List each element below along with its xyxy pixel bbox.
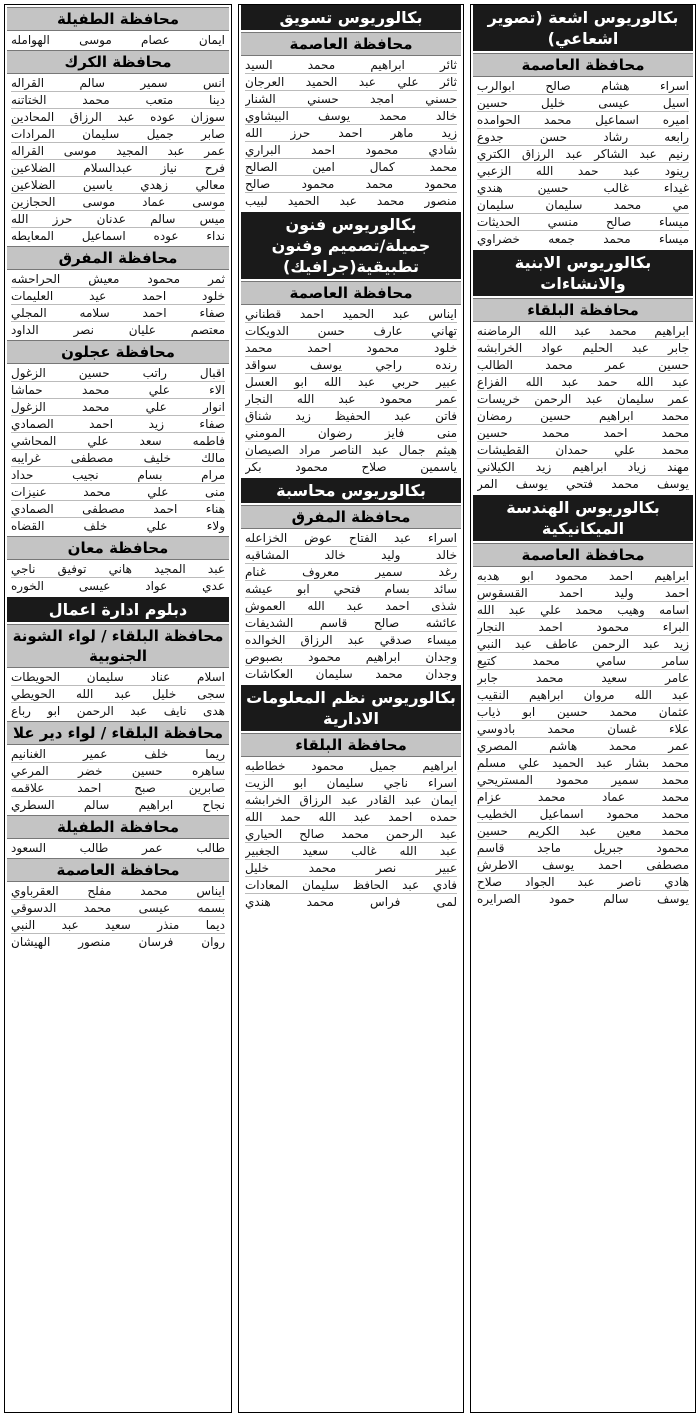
name-list <box>5 365 231 534</box>
section-mechanical <box>471 495 695 907</box>
name-item: حمده احمد عبد الله حمد الله <box>245 810 457 824</box>
section-marketing <box>239 5 463 209</box>
name-item: شذى احمد عبد الله العموش <box>245 599 457 613</box>
degree-title-line: دبلوم ادارة اعمال <box>48 600 188 619</box>
name-item: سامر سامي محمد كتيع <box>477 654 689 668</box>
name-item: شادي محمود احمد البراري <box>245 143 457 157</box>
governorate-header: محافظة البلقاء / لواء الشونة الجنوبية <box>7 624 229 668</box>
name-item: ميس سالم عدنان حرز الله <box>11 212 225 226</box>
name-item: فاطمه سعد علي المحاشي <box>11 434 225 448</box>
name-item: مي محمد سليمان سليمان <box>477 198 689 212</box>
name-item: محمد سمير محمود المستريحي <box>477 773 689 787</box>
degree-title-line: بكالوريوس الهندسة <box>506 498 660 517</box>
name-item: ديما منذر سعيد عبد النبي <box>11 918 225 932</box>
degree-title-line: بكالوريوس فنون <box>285 215 417 234</box>
governorate-header: محافظة البلقاء <box>473 298 693 322</box>
governorate-header: محافظة معان <box>7 536 229 560</box>
name-item: موسى عماد موسى الحجازين <box>11 195 225 209</box>
section-business-diploma <box>5 597 231 950</box>
name-item: عدي عواد عيسى الخوره <box>11 579 225 593</box>
group-list <box>239 32 463 209</box>
governorate-header: محافظة البلقاء <box>241 733 461 757</box>
name-item: مرام بسام نجيب حداد <box>11 468 225 482</box>
name-item: مهند زياد ابراهيم زيد الكيلاني <box>477 460 689 474</box>
name-list <box>5 32 231 48</box>
name-item: ابراهيم جميل محمود خطاطبه <box>245 759 457 773</box>
name-item: صابر جميل سليمان المرادات <box>11 127 225 141</box>
column-middle <box>238 4 464 1413</box>
name-item: اسراء عبد الفتاح عوض الخزاعله <box>245 531 457 545</box>
group-list <box>239 733 463 910</box>
name-list <box>5 669 231 719</box>
name-item: محمد بشار عبد الحميد علي مسلم <box>477 756 689 770</box>
name-list <box>5 561 231 594</box>
governorate-header: محافظة الطفيلة <box>7 7 229 31</box>
name-list <box>471 568 695 907</box>
name-item: عبير حربي عبد الله ابو العسل <box>245 375 457 389</box>
name-item: اميره اسماعيل محمد الحوامده <box>477 113 689 127</box>
name-item: رينود عبد حمد الله الزعبي <box>477 164 689 178</box>
group-list <box>5 7 231 594</box>
name-list <box>239 306 463 475</box>
governorate-header: محافظة العاصمة <box>473 543 693 567</box>
name-item: يوسف محمد فتحي يوسف المر <box>477 477 689 491</box>
degree-title <box>241 212 461 279</box>
name-item: معالي زهدي ياسين الضلاعين <box>11 178 225 192</box>
name-item: محمد علي حمدان القطيشات <box>477 443 689 457</box>
group-list <box>471 53 695 247</box>
name-item: فادي عبد الحافظ سليمان المعادات <box>245 878 457 892</box>
group-list <box>5 624 231 950</box>
name-item: اسراء ناجي سليمان ابو الزيت <box>245 776 457 790</box>
name-item: منى علي محمد عنيزات <box>11 485 225 499</box>
name-item: مالك خليف مصطفى غرايبه <box>11 451 225 465</box>
name-item: هيثم جمال عبد الناصر مراد الصيصان <box>245 443 457 457</box>
name-item: رغد سمير معروف غنام <box>245 565 457 579</box>
name-item: هدى نايف عبد الرحمن ابو رباع <box>11 704 225 718</box>
group-list <box>471 298 695 492</box>
degree-title <box>473 250 693 296</box>
name-list <box>239 530 463 682</box>
column-right <box>470 4 696 1413</box>
name-item: اسراء هشام صالح ابوالرب <box>477 79 689 93</box>
name-item: صفاء احمد سلامه المجلي <box>11 306 225 320</box>
name-item: زيد ماهر احمد حرز الله <box>245 126 457 140</box>
name-item: عبد المجيد هاني توفيق ناجي <box>11 562 225 576</box>
governorate-header: محافظة البلقاء / لواء دير علا <box>7 721 229 745</box>
name-item: روان فرسان منصور الهيشان <box>11 935 225 949</box>
name-item: بسمه عيسى محمد الدسوقي <box>11 901 225 915</box>
name-list <box>5 883 231 950</box>
name-item: خالد وليد خالد المشاقبه <box>245 548 457 562</box>
name-item: خلود محمود احمد محمد <box>245 341 457 355</box>
name-item: ميساء محمد جمعه خضراوي <box>477 232 689 246</box>
degree-title <box>7 597 229 622</box>
governorate-header: محافظة العاصمة <box>241 281 461 305</box>
name-item: عبير نصر محمد خليل <box>245 861 457 875</box>
name-item: محمد عماد محمد عزام <box>477 790 689 804</box>
name-item: نجاح ابراهيم سالم السطري <box>11 798 225 812</box>
section-accounting <box>239 478 463 682</box>
name-item: وجدان ابراهيم محمود بصبوص <box>245 650 457 664</box>
name-item: عبد الله حمد عبد الله الفزاع <box>477 375 689 389</box>
name-item: حسني امجد حسني الشنار <box>245 92 457 106</box>
name-item: الاء علي محمد حماشا <box>11 383 225 397</box>
name-item: يوسف سالم حمود الصرايره <box>477 892 689 906</box>
name-item: ايناس محمد مفلح العقرباوي <box>11 884 225 898</box>
name-list <box>239 57 463 209</box>
degree-title-line: بكالوريوس نظم المعلومات <box>246 688 456 707</box>
name-item: اقبال راتب حسين الزغول <box>11 366 225 380</box>
name-item: زيد عبد الرحمن عاطف عبد النبي <box>477 637 689 651</box>
name-item: عثمان محمد حسين ابو ذياب <box>477 705 689 719</box>
degree-title-line: تطبيقية(جرافيك) <box>283 257 419 276</box>
governorate-header: محافظة الطفيلة <box>7 815 229 839</box>
name-item: انوار علي محمد الزغول <box>11 400 225 414</box>
degree-title-line: اشعاعي) <box>547 29 619 48</box>
name-item: منى فايز رضوان المومني <box>245 426 457 440</box>
name-item: ايناس عبد الحميد احمد قطناني <box>245 307 457 321</box>
name-item: انس سمير سالم القراله <box>11 76 225 90</box>
section-mis <box>239 685 463 910</box>
section-continued <box>5 5 231 594</box>
name-item: محمد محمود اسماعيل الخطيب <box>477 807 689 821</box>
name-item: رنيم عبد الشاكر عبد الرزاق الكتري <box>477 147 689 161</box>
degree-title <box>241 685 461 731</box>
name-item: حسين عمر محمد الطالب <box>477 358 689 372</box>
degree-title-line: بكالوريوس الابنية <box>514 253 652 272</box>
degree-title-line: الادارية <box>322 709 379 728</box>
name-list <box>239 758 463 910</box>
name-item: صابرين صبح احمد علاقمه <box>11 781 225 795</box>
name-item: محمود جبريل ماجد قاسم <box>477 841 689 855</box>
name-item: عمر عبد المجيد موسى القراله <box>11 144 225 158</box>
name-item: نداء عوده اسماعيل المعايطه <box>11 229 225 243</box>
governorate-header: محافظة العاصمة <box>7 858 229 882</box>
name-item: عمر سليمان عبد الرحمن خريسات <box>477 392 689 406</box>
name-item: تهاني عارف حسن الدويكات <box>245 324 457 338</box>
name-item: ساهره حسين خضر المرعي <box>11 764 225 778</box>
name-item: عبد الله غالب سعيد الجغبير <box>245 844 457 858</box>
name-item: عامر سعيد محمد جابر <box>477 671 689 685</box>
section-fine-arts <box>239 212 463 475</box>
section-radiography <box>471 5 695 247</box>
section-buildings <box>471 250 695 492</box>
degree-title-line: بكالوريوس تسويق <box>279 8 423 27</box>
name-item: صفاء زيد احمد الصمادي <box>11 417 225 431</box>
degree-title-line: والانشاءات <box>540 274 626 293</box>
name-item: ابراهيم محمد عبد الله الرماضنه <box>477 324 689 338</box>
column-left <box>4 4 232 1413</box>
name-item: ميساء صالح منسي الحديثات <box>477 215 689 229</box>
name-item: ولاء علي خلف القضاه <box>11 519 225 533</box>
name-item: دينا متعب محمد الختاتنه <box>11 93 225 107</box>
name-item: خلود احمد عيد العليمات <box>11 289 225 303</box>
name-item: طالب عمر طالب السعود <box>11 841 225 855</box>
name-list <box>5 840 231 856</box>
name-list <box>5 75 231 244</box>
governorate-header: محافظة العاصمة <box>241 32 461 56</box>
name-item: عمر محمود عبد الله النجار <box>245 392 457 406</box>
degree-title-line: الميكانيكية <box>541 519 625 538</box>
name-item: اسامه وهيب محمد علي عبد الله <box>477 603 689 617</box>
name-item: سائد بسام فتحي ابو عيشه <box>245 582 457 596</box>
name-item: محمود محمد محمود صالح <box>245 177 457 191</box>
governorate-header: محافظة العاصمة <box>473 53 693 77</box>
name-item: محمد احمد محمد حسين <box>477 426 689 440</box>
name-item: غيداء غالب حسين هندي <box>477 181 689 195</box>
degree-title <box>241 478 461 503</box>
name-item: البراء محمود احمد النجار <box>477 620 689 634</box>
name-item: محمد كمال امين الصالح <box>245 160 457 174</box>
group-list <box>239 281 463 475</box>
name-item: علاء غسان محمد بادوسي <box>477 722 689 736</box>
name-item: اسلام عناد سليمان الحويطات <box>11 670 225 684</box>
group-list <box>239 505 463 682</box>
name-item: مصطفى احمد يوسف الاطرش <box>477 858 689 872</box>
name-item: رنده راجي يوسف سواقد <box>245 358 457 372</box>
name-list <box>5 746 231 813</box>
name-item: احمد وليد احمد القسقوس <box>477 586 689 600</box>
name-list <box>5 271 231 338</box>
name-item: ياسمين صلاح محمود بكر <box>245 460 457 474</box>
name-item: ثمر محمود معيش الحراحشه <box>11 272 225 286</box>
degree-title-line: جميلة/تصميم وفنون <box>271 236 431 255</box>
name-item: محمد ابراهيم حسين رمضان <box>477 409 689 423</box>
name-item: هادي ناصر عبد الجواد صلاح <box>477 875 689 889</box>
name-item: ايمان عصام موسى الهوامله <box>11 33 225 47</box>
name-item: اسيل عيسى خليل حسين <box>477 96 689 110</box>
governorate-header: محافظة عجلون <box>7 340 229 364</box>
name-list <box>471 323 695 492</box>
name-item: خالد محمد يوسف البيشاوي <box>245 109 457 123</box>
name-item: وجدان محمد سليمان العكاشات <box>245 667 457 681</box>
name-item: عبد الله مروان ابراهيم النقيب <box>477 688 689 702</box>
degree-title <box>241 5 461 30</box>
name-item: هناء احمد مصطفى الصمادي <box>11 502 225 516</box>
name-item: ثائر ابراهيم محمد السيد <box>245 58 457 72</box>
name-item: محمد معين عبد الكريم حسين <box>477 824 689 838</box>
name-item: لمى فراس محمد هندي <box>245 895 457 909</box>
name-item: معتصم عليان نصر الداود <box>11 323 225 337</box>
name-item: ثائر علي عبد الحميد العرجان <box>245 75 457 89</box>
name-item: فرح نياز عبدالسلام الضلاعين <box>11 161 225 175</box>
name-item: عبد الرحمن محمد صالح الحياري <box>245 827 457 841</box>
name-item: ابراهيم احمد محمود ابو هدبه <box>477 569 689 583</box>
name-item: فاتن عبد الحفيظ زيد شناق <box>245 409 457 423</box>
name-item: سجى خليل عبد الله الحويطي <box>11 687 225 701</box>
degree-title-line: بكالوريوس محاسبة <box>276 481 426 500</box>
name-item: ميساء صدقي عبد الرزاق الخوالده <box>245 633 457 647</box>
name-item: جابر عبد الحليم عواد الخرابشه <box>477 341 689 355</box>
name-list <box>471 78 695 247</box>
name-item: منصور محمد عبد الحميد لبيب <box>245 194 457 208</box>
degree-title <box>473 495 693 541</box>
name-item: ايمان عبد القادر عبد الرزاق الخرابشه <box>245 793 457 807</box>
name-item: عائشه صالح قاسم الشديفات <box>245 616 457 630</box>
name-item: رابعه رشاد حسن جدوع <box>477 130 689 144</box>
name-item: عمر محمد هاشم المصري <box>477 739 689 753</box>
group-list <box>471 543 695 907</box>
name-item: سوزان عوده عبد الرزاق المحادين <box>11 110 225 124</box>
governorate-header: محافظة المفرق <box>241 505 461 529</box>
degree-title <box>473 5 693 51</box>
name-item: ريما خلف عمير الغنانيم <box>11 747 225 761</box>
degree-title-line: بكالوريوس اشعة (تصوير <box>487 8 679 27</box>
governorate-header: محافظة الكرك <box>7 50 229 74</box>
governorate-header: محافظة المفرق <box>7 246 229 270</box>
